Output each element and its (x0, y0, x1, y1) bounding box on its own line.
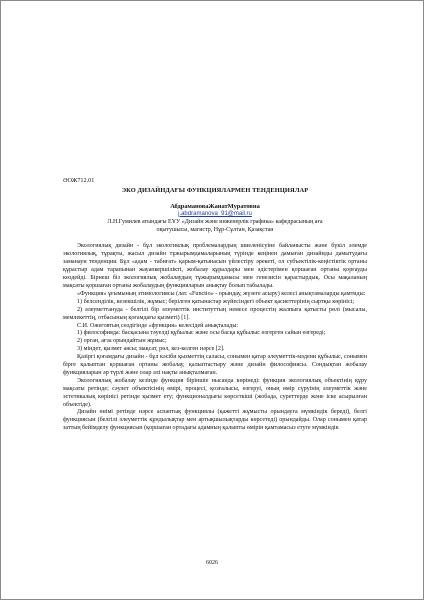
affiliation-line-2: оқытушысы, магистр, Нұр-Сұлтан, Қазақстан (156, 226, 274, 233)
list-item: 1) философияда: басқасына тәуелді құбылыс және осы басқа құбылыс өзгерген сайын өзгереді; (77, 330, 326, 337)
article-title: ЭКО ДИЗАЙНДАҒЫ ФУНКЦИЯЛАРМЕН ТЕНДЕНЦИЯЛАР (121, 186, 309, 194)
paragraph: «Функция» ұғымының этимологиясы (лат. «Functio» - орындау, жүзеге асыру) келесі анықтамаларды қамтиды: (77, 290, 366, 297)
page-number: 6026 (206, 560, 218, 566)
affiliation-line-1: Л.Н.Гумилев атындағы ЕҰУ «Дизайн және инженерлік графика» кафедрасының аға (107, 218, 323, 225)
author-email-link[interactable]: j.abdramanova_91@mail.ru (178, 210, 252, 217)
author-name: АбдрамановаЖанатМуратовна (170, 202, 260, 210)
author-block (63, 203, 367, 235)
list-item: 1) белсенділік, кезекшілік, жұмыс; берілген қатынастар жүйесіндегі объект қасиеттерінің сыртқы көрінісі; (77, 298, 355, 305)
paragraph: Экологиялық дизайн - бұл экологиялық проблемалардың шиеленісуіне байланысты және бүкіл әлемде экологиялық, тұрақты, жасыл дизайн тұжырымдамаларының түрінде кеңінен дамыған дизайнды дамытудағы заманауи тенденция. Бұл «адам - табиғат» қарым-қатынасын үйлестіру әрекеті, ол субъектілік-кеңістіктік ортаны құрастыр адам тарапынан жауапкершілікті, жобалау құралдары мен әдістерімен қоршаған ортаны қорғауды көздейді. Бірнеш біз экологиялық жобалаудың тұжырымдамасы мен генезисін қарастырдық. Осы мақаланың мақсаты қоршаған ортаны жобалаудың функцияларын анықтау болып табылады. (63, 243, 367, 289)
paragraph: Дизайн өнімі ретінде нәрсе аспаптық функциялы (қажетті жұмысты орындауға мүмкіндік береді), белгі функциясын (белгілі әлеуметтік құндылықтар мен артықшылықтарды көрсетеді) орындайды. Олар сонымен қатар заттың бейімделу функциясын (қоршаған ортадағы адамның қалыпты өмірін қамтамасыз етуге мүмкіндік (63, 409, 367, 432)
udc-code: ӘОЖ712.01 (63, 177, 95, 184)
article-body (63, 177, 367, 433)
list-item: 2) әлеуметтануда - белгілі бір әлеуметтік институттың немесе процестің жалпыға қатысты рөлі (мысалы, мемлекеттің, отбасының қоғамдағы қызметі) [1]. (63, 306, 367, 321)
paragraph: С.И. Ожеговтың сөздігінде «функция» келесідей анықталады: (77, 322, 239, 329)
paragraph: Экологиялық жобалау кезінде функция біріншіе нысанда көрінеді: функция экологиялық объектінің құру мақсаты ретінде; сәулет объектісінің өмірі, процесі, қозғалысы, өзгеруі, оның өмір сүруінің әлеуметтік және эстетикалық көрінісі ретінде қызмет ету; функционалдығы көрсеткіші (жобада, суреттерде және іске асырылған объектіде). (63, 377, 367, 408)
list-item: 2) орган, ағза орындайтын жұмыс; (77, 338, 167, 345)
paragraph: Қазіргі қоғамдағы дизайн - бұл кәсіби қызметтің саласы, сонымен қатар әлеуметтік-мәдени құбылыс, сонымен бірге қалыптан қоршаған ортаны жобалау, қалыптастыру және дизайн философиясы. Сондықтан жобалау функцияларын әр түрлі және олар әлі нақты анықталмаған. (63, 354, 367, 376)
list-item: 3) міндет, қызмет аясы; мақсат, рөл, кез-келген нәрсе [2]. (77, 346, 225, 353)
